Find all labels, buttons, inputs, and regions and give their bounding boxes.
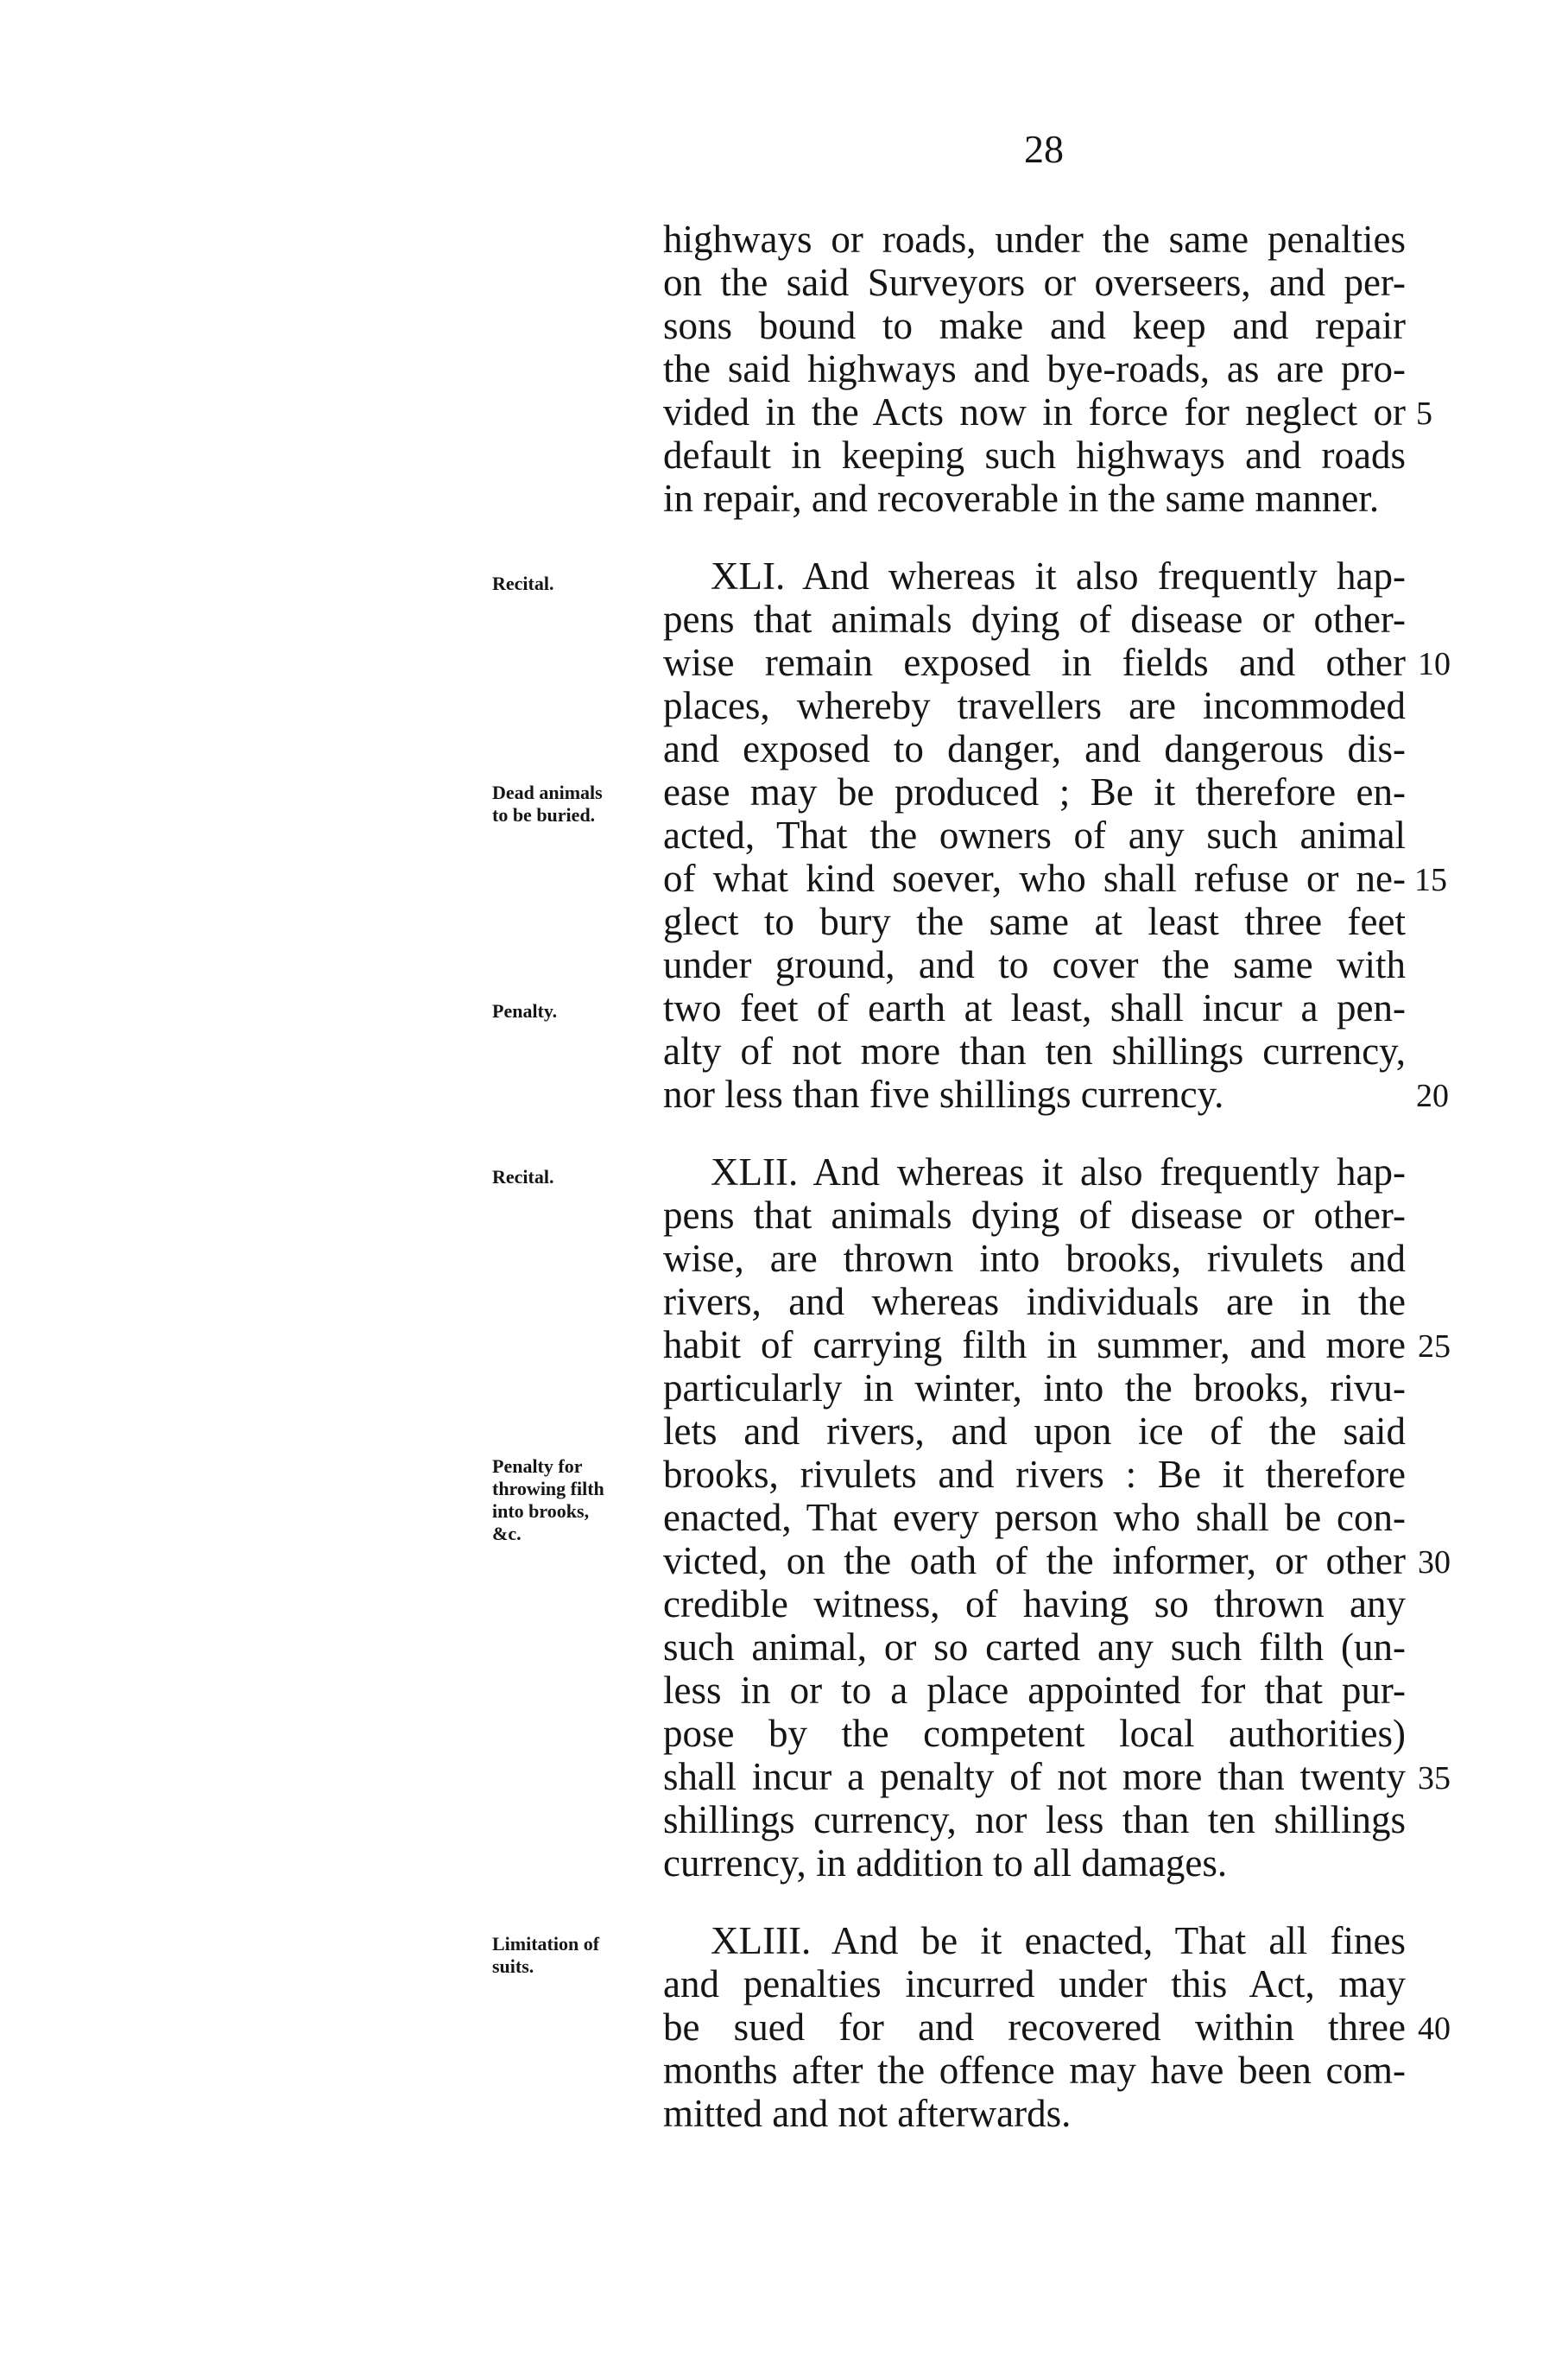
- line-number: 30: [1418, 1544, 1451, 1581]
- body-text-line: alty of not more than ten shillings currency,: [663, 1030, 1406, 1073]
- body-text-line: lets and rivers, and upon ice of the said: [663, 1410, 1406, 1453]
- body-text-line: habit of carrying filth in summer, and more: [663, 1323, 1406, 1366]
- body-text-line: rivers, and whereas individuals are in the: [663, 1280, 1406, 1323]
- body-text-line: places, whereby travellers are incommoded: [663, 684, 1406, 727]
- body-text-line: highways or roads, under the same penalties: [663, 218, 1406, 261]
- margin-note-penalty-filth: Penalty for throwing filth into brooks, &c.: [492, 1455, 604, 1544]
- body-text-line: less in or to a place appointed for that pur-: [663, 1669, 1406, 1712]
- margin-note-recital: Recital.: [492, 573, 554, 594]
- line-number: 25: [1418, 1328, 1451, 1365]
- body-text-line: particularly in winter, into the brooks, rivu-: [663, 1366, 1406, 1410]
- body-text-line: under ground, and to cover the same with: [663, 943, 1406, 986]
- body-text-line: and exposed to danger, and dangerous dis-: [663, 727, 1406, 770]
- body-text-line: of what kind soever, who shall refuse or ne-: [663, 857, 1406, 900]
- body-text-line: XLIII. And be it enacted, That all fines: [711, 1919, 1406, 1962]
- body-text-line: such animal, or so carted any such filth (un-: [663, 1625, 1406, 1669]
- body-text-line: currency, in addition to all damages.: [663, 1841, 1228, 1885]
- body-text-line: be sued for and recovered within three: [663, 2005, 1406, 2049]
- body-text-line: wise, are thrown into brooks, rivulets and: [663, 1237, 1406, 1280]
- line-number: 15: [1414, 862, 1447, 898]
- body-text-line: pens that animals dying of disease or other-: [663, 1194, 1406, 1237]
- body-text-line: acted, That the owners of any such animal: [663, 814, 1406, 857]
- body-text-line: XLI. And whereas it also frequently hap-: [711, 554, 1406, 598]
- body-text-line: in repair, and recoverable in the same manner.: [663, 477, 1380, 520]
- body-text-line: vided in the Acts now in force for neglect or: [663, 390, 1406, 434]
- margin-note-limitation: Limitation of suits.: [492, 1933, 600, 1977]
- body-text-line: shall incur a penalty of not more than twenty: [663, 1755, 1406, 1798]
- body-text-line: on the said Surveyors or overseers, and per-: [663, 261, 1406, 304]
- body-text-line: sons bound to make and keep and repair: [663, 304, 1406, 347]
- body-text-line: credible witness, of having so thrown any: [663, 1582, 1406, 1625]
- body-text-line: enacted, That every person who shall be con-: [663, 1496, 1406, 1539]
- body-text-line: pens that animals dying of disease or other-: [663, 598, 1406, 641]
- body-text-line: months after the offence may have been com-: [663, 2049, 1406, 2092]
- body-text-line: and penalties incurred under this Act, may: [663, 1962, 1406, 2005]
- line-number: 5: [1416, 396, 1432, 432]
- body-text-line: brooks, rivulets and rivers : Be it therefore: [663, 1453, 1406, 1496]
- body-text-line: victed, on the oath of the informer, or other: [663, 1539, 1406, 1582]
- body-text-line: nor less than five shillings currency.: [663, 1073, 1224, 1116]
- body-text-line: shillings currency, nor less than ten shillings: [663, 1798, 1406, 1841]
- line-number: 40: [1418, 2011, 1451, 2047]
- margin-note-penalty: Penalty.: [492, 1000, 558, 1022]
- line-number: 10: [1418, 646, 1451, 682]
- body-text-line: wise remain exposed in fields and other: [663, 641, 1406, 684]
- body-text-line: XLII. And whereas it also frequently hap-: [711, 1150, 1406, 1194]
- margin-note-recital: Recital.: [492, 1166, 554, 1188]
- page-number: 28: [1024, 127, 1064, 171]
- body-text-line: two feet of earth at least, shall incur a pen-: [663, 986, 1406, 1030]
- body-text-line: default in keeping such highways and roads: [663, 434, 1406, 477]
- body-text-line: glect to bury the same at least three feet: [663, 900, 1406, 943]
- body-text-line: the said highways and bye-roads, as are pro-: [663, 347, 1406, 390]
- body-text-line: pose by the competent local authorities): [663, 1712, 1406, 1755]
- body-text-line: mitted and not afterwards.: [663, 2092, 1072, 2135]
- line-number: 20: [1416, 1078, 1449, 1114]
- margin-note-dead-animals: Dead animals to be buried.: [492, 782, 603, 826]
- line-number: 35: [1418, 1760, 1451, 1796]
- body-text-line: ease may be produced ; Be it therefore en-: [663, 770, 1406, 814]
